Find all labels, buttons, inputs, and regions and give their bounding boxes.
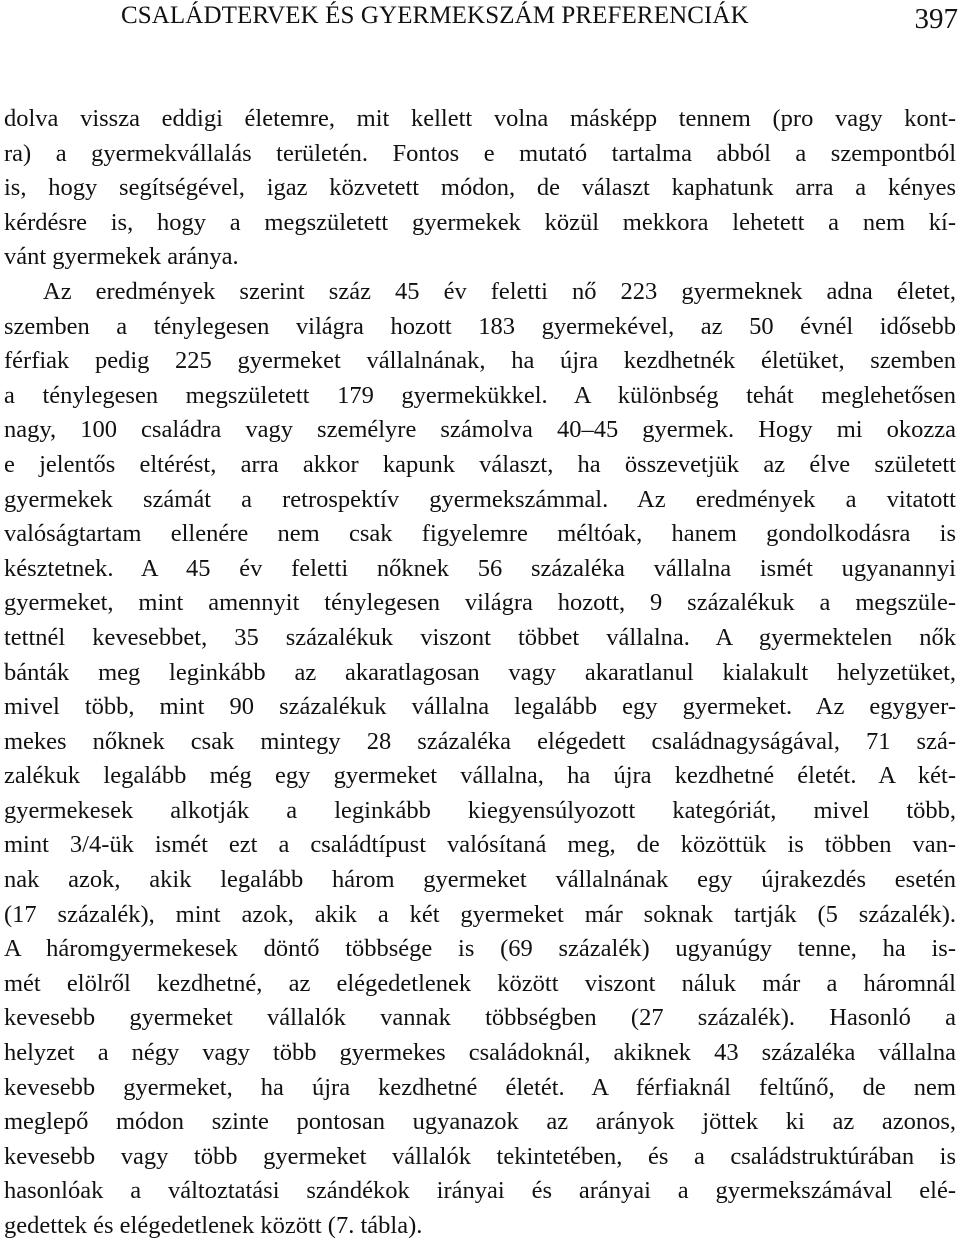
body-text [4, 102, 956, 1244]
text-line: gyermekek számát a retrospektív gyermekszámmal. Az eredmények a vitatott [4, 485, 956, 513]
text-line: mét elölről kezdhetné, az elégedetlenek között viszont náluk már a háromnál [4, 969, 956, 997]
paragraph-2 [4, 275, 956, 1244]
text-line: zalékuk legalább még egy gyermeket vállalna, ha újra kezdhetné életét. A két- [4, 762, 956, 790]
text-line: e jelentős eltérést, arra akkor kapunk választ, ha összevetjük az élve született [4, 450, 956, 478]
text-line: mivel több, mint 90 százalékuk vállalna legalább egy gyermeket. Az egygyer- [4, 693, 956, 721]
text-line: tettnél kevesebbet, 35 százalékuk viszont többet vállalna. A gyermektelen nők [4, 623, 956, 651]
text-line: férfiak pedig 225 gyermeket vállalnának, ha újra kezdhetnék életüket, szemben [4, 347, 956, 375]
text-line: Az eredmények szerint száz 45 év feletti nő 223 gyermeknek adna életet, [43, 277, 956, 305]
text-line: ra) a gyermekvállalás területén. Fontos e mutató tartalma abból a szempontból [4, 139, 956, 167]
running-header-title: CSALÁDTERVEK ÉS GYERMEKSZÁM PREFERENCIÁK [121, 2, 749, 29]
text-line: hasonlóak a változtatási szándékok irányai és arányai a gyermekszámával elé- [4, 1177, 956, 1205]
text-line: valóságtartam ellenére nem csak figyelemre méltóak, hanem gondolkodásra is [4, 520, 956, 548]
text-line: bánták meg leginkább az akaratlagosan vagy akaratlanul kialakult helyzetüket, [4, 658, 956, 686]
text-line: is, hogy segítségével, igaz közvetett módon, de választ kaphatunk arra a kényes [4, 174, 956, 202]
text-line: meglepő módon szinte pontosan ugyanazok az arányok jöttek ki az azonos, [4, 1108, 956, 1136]
page-number: 397 [914, 3, 958, 35]
running-header [0, 0, 960, 50]
text-line: szemben a ténylegesen világra hozott 183 gyermekével, az 50 évnél idősebb [4, 312, 956, 340]
paragraph-1 [4, 102, 956, 275]
text-line: kérdésre is, hogy a megszületett gyermekek közül mekkora lehetett a nem kí- [4, 208, 956, 236]
text-line: kevesebb gyermeket, ha újra kezdhetné életét. A férfiaknál feltűnő, de nem [4, 1073, 956, 1101]
text-line: gyermekesek alkotják a leginkább kiegyensúlyozott kategóriát, mivel több, [4, 796, 956, 824]
text-line: kevesebb gyermeket vállalók vannak többségben (27 százalék). Hasonló a [4, 1004, 956, 1032]
text-line: nagy, 100 családra vagy személyre számolva 40–45 gyermek. Hogy mi okozza [4, 416, 956, 444]
text-line: mint 3/4-ük ismét ezt a családtípust valósítaná meg, de közöttük is többen van- [4, 831, 956, 859]
text-line: gyermeket, mint amennyit ténylegesen világra hozott, 9 százalékuk a megszüle- [4, 589, 956, 617]
text-line: vánt gyermekek aránya. [4, 243, 239, 271]
text-line: a ténylegesen megszületett 179 gyermekükkel. A különbség tehát meglehetősen [4, 381, 956, 409]
text-line: kevesebb vagy több gyermeket vállalók tekintetében, és a családstruktúrában is [4, 1142, 956, 1170]
text-line: helyzet a négy vagy több gyermekes családoknál, akiknek 43 százaléka vállalna [4, 1039, 956, 1067]
text-line: késztetnek. A 45 év feletti nőknek 56 százaléka vállalna ismét ugyanannyi [4, 554, 956, 582]
text-line: gedettek és elégedetlenek között (7. tábla). [4, 1212, 423, 1239]
text-line: mekes nőknek csak mintegy 28 százaléka elégedett családnagyságával, 71 szá- [4, 727, 956, 755]
text-line: (17 százalék), mint azok, akik a két gyermeket már soknak tartják (5 százalék). [4, 900, 956, 928]
text-line: dolva vissza eddigi életemre, mit kellett volna másképp tennem (pro vagy kont- [4, 105, 956, 132]
text-line: A háromgyermekesek döntő többsége is (69 százalék) ugyanúgy tenne, ha is- [4, 935, 956, 963]
text-line: nak azok, akik legalább három gyermeket vállalnának egy újrakezdés esetén [4, 866, 956, 894]
